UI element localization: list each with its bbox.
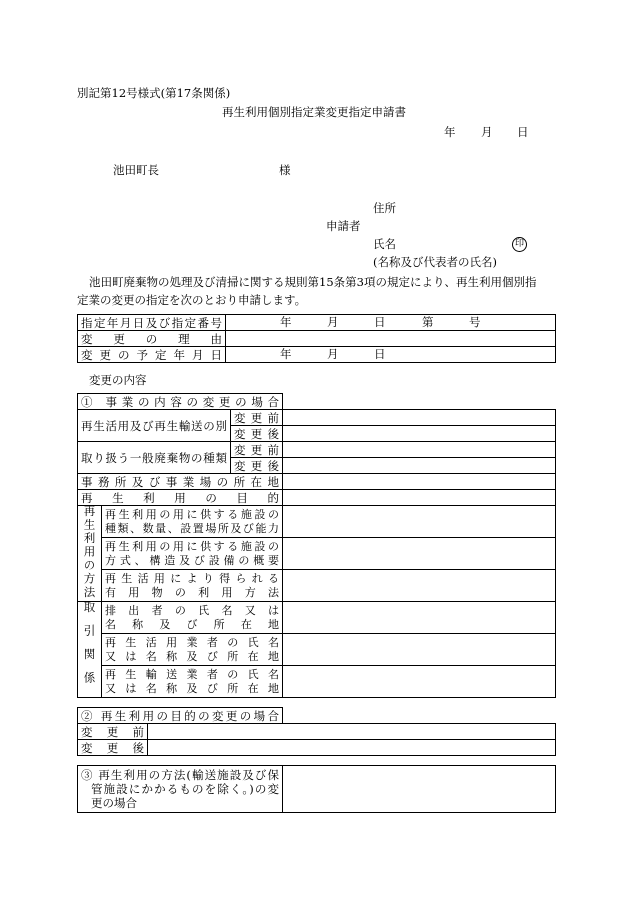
table-row (78, 442, 556, 458)
change-scheduled-date-label: 変更の予定年月日 (78, 347, 226, 363)
table-row (78, 740, 556, 756)
document-title: 再生利用個別指定業変更指定申請書 (222, 105, 406, 119)
field-a-after[interactable] (283, 426, 556, 442)
purpose-change-table (77, 707, 556, 756)
r1-month: 月 (327, 315, 339, 329)
section3-header (78, 766, 283, 813)
field-m2[interactable] (283, 538, 556, 570)
date-year-label: 年 (444, 125, 456, 139)
r1-dai: 第 (422, 315, 434, 329)
field-t2[interactable] (283, 634, 556, 666)
designation-date-number-field[interactable] (226, 315, 556, 331)
trade-group-label (78, 602, 102, 698)
applicant-label: 申請者 (326, 219, 361, 233)
trade-transport-operator (102, 666, 283, 698)
label-before: 変更前 (78, 724, 148, 740)
method-group-label (78, 506, 102, 602)
m1-line2: 種類、数量、設置場所及び能力 (105, 521, 280, 535)
body-line-1: 池田町廃棄物の処理及び清掃に関する規則第15条第3項の規定により、再生利用個別指 (89, 275, 537, 289)
field-m1[interactable] (283, 506, 556, 538)
method-facility-capacity (102, 506, 283, 538)
body-line-2: 定業の変更の指定を次のとおり申請します。 (77, 293, 307, 307)
m3-line2: 有用物の利用方法 (105, 585, 280, 599)
r3-day: 日 (374, 347, 386, 361)
table-row (78, 570, 556, 602)
table-row (78, 315, 556, 331)
label-after: 変更後 (78, 740, 148, 756)
table-row (78, 666, 556, 698)
trade-emitter (102, 602, 283, 634)
address-label: 住所 (373, 201, 396, 215)
table-row (78, 331, 556, 347)
row-waste-type: 取り扱う一般廃棄物の種類 (78, 442, 231, 474)
method-group-text: 再生利用の方法 (82, 504, 97, 600)
change-reason-field[interactable] (226, 331, 556, 347)
r1-go: 号 (469, 315, 481, 329)
field-a-before[interactable] (283, 410, 556, 426)
t2-line2: 又は名称及び所在地 (105, 649, 280, 663)
representative-note: (名称及び代表者の氏名) (373, 255, 497, 269)
s3-line3: 更の場合 (91, 796, 137, 810)
name-label: 氏名 (373, 237, 396, 251)
m2-line1: 再生利用の用に供する施設の (105, 539, 280, 553)
seal-icon (512, 235, 527, 252)
change-reason-label: 変更の理由 (78, 331, 226, 347)
m2-line2: 方式、構造及び設備の概要 (105, 553, 280, 567)
section1-header: ① 事業の内容の変更の場合 (78, 394, 283, 410)
r1-day: 日 (374, 315, 386, 329)
r3-month: 月 (327, 347, 339, 361)
label-before: 変更前 (231, 410, 283, 426)
table-row (78, 506, 556, 538)
row-office-location: 事務所及び事業場の所在地 (78, 474, 283, 490)
table-row (78, 766, 556, 813)
seal-mark: 印 (512, 237, 527, 252)
field-t1[interactable] (283, 602, 556, 634)
field-m3[interactable] (283, 570, 556, 602)
field-c[interactable] (283, 474, 556, 490)
m1-line1: 再生利用の用に供する施設の (105, 507, 280, 521)
row-reuse-transport-type: 再生活用及び再生輸送の別 (78, 410, 231, 442)
table-row (78, 410, 556, 426)
table-row (78, 538, 556, 570)
t1-line2: 名称及び所在地 (105, 617, 280, 631)
field-method-change[interactable] (283, 766, 556, 813)
table-row (78, 347, 556, 363)
trade-group-text: 取引関係 (82, 601, 97, 695)
t3-line1: 再生輸送業者の氏名 (105, 667, 280, 681)
field-purpose-after[interactable] (148, 740, 556, 756)
method-useful-material (102, 570, 283, 602)
date-day-label: 日 (517, 125, 529, 139)
label-before: 変更前 (231, 442, 283, 458)
method-facility-structure (102, 538, 283, 570)
m3-line1: 再生活用により得られる (105, 571, 280, 585)
label-after: 変更後 (231, 426, 283, 442)
s3-line1: ③ 再生利用の方法(輸送施設及び保 (81, 768, 279, 782)
field-d[interactable] (283, 490, 556, 506)
table-row (78, 394, 556, 410)
addressee-honorific: 様 (279, 163, 291, 177)
method-change-table (77, 765, 556, 813)
t2-line1: 再生活用業者の氏名 (105, 635, 280, 649)
t3-line2: 又は名称及び所在地 (105, 681, 280, 695)
t1-line1: 排出者の氏名又は (105, 603, 280, 617)
table-row (78, 634, 556, 666)
label-after: 変更後 (231, 458, 283, 474)
table-row (78, 474, 556, 490)
row-reuse-purpose: 再生利用の目的 (78, 490, 283, 506)
business-change-table (77, 393, 556, 698)
designation-date-number-label: 指定年月日及び指定番号 (78, 315, 226, 331)
trade-reuse-operator (102, 634, 283, 666)
date-month-label: 月 (481, 125, 493, 139)
field-purpose-before[interactable] (148, 724, 556, 740)
table-row (78, 490, 556, 506)
r3-year: 年 (280, 347, 292, 361)
form-reference: 別記第12号様式(第17条関係) (77, 86, 231, 100)
field-b-before[interactable] (283, 442, 556, 458)
section-label: 変更の内容 (89, 373, 147, 387)
field-t3[interactable] (283, 666, 556, 698)
section2-header: ② 再生利用の目的の変更の場合 (78, 708, 283, 724)
table-row (78, 708, 556, 724)
designation-table (77, 314, 556, 363)
r1-year: 年 (280, 315, 292, 329)
table-row (78, 724, 556, 740)
table-row (78, 602, 556, 634)
field-b-after[interactable] (283, 458, 556, 474)
s3-line2: 管施設にかかるものを除く。)の変 (91, 782, 279, 796)
addressee-name: 池田町長 (113, 163, 159, 177)
change-scheduled-date-field[interactable] (226, 347, 556, 363)
